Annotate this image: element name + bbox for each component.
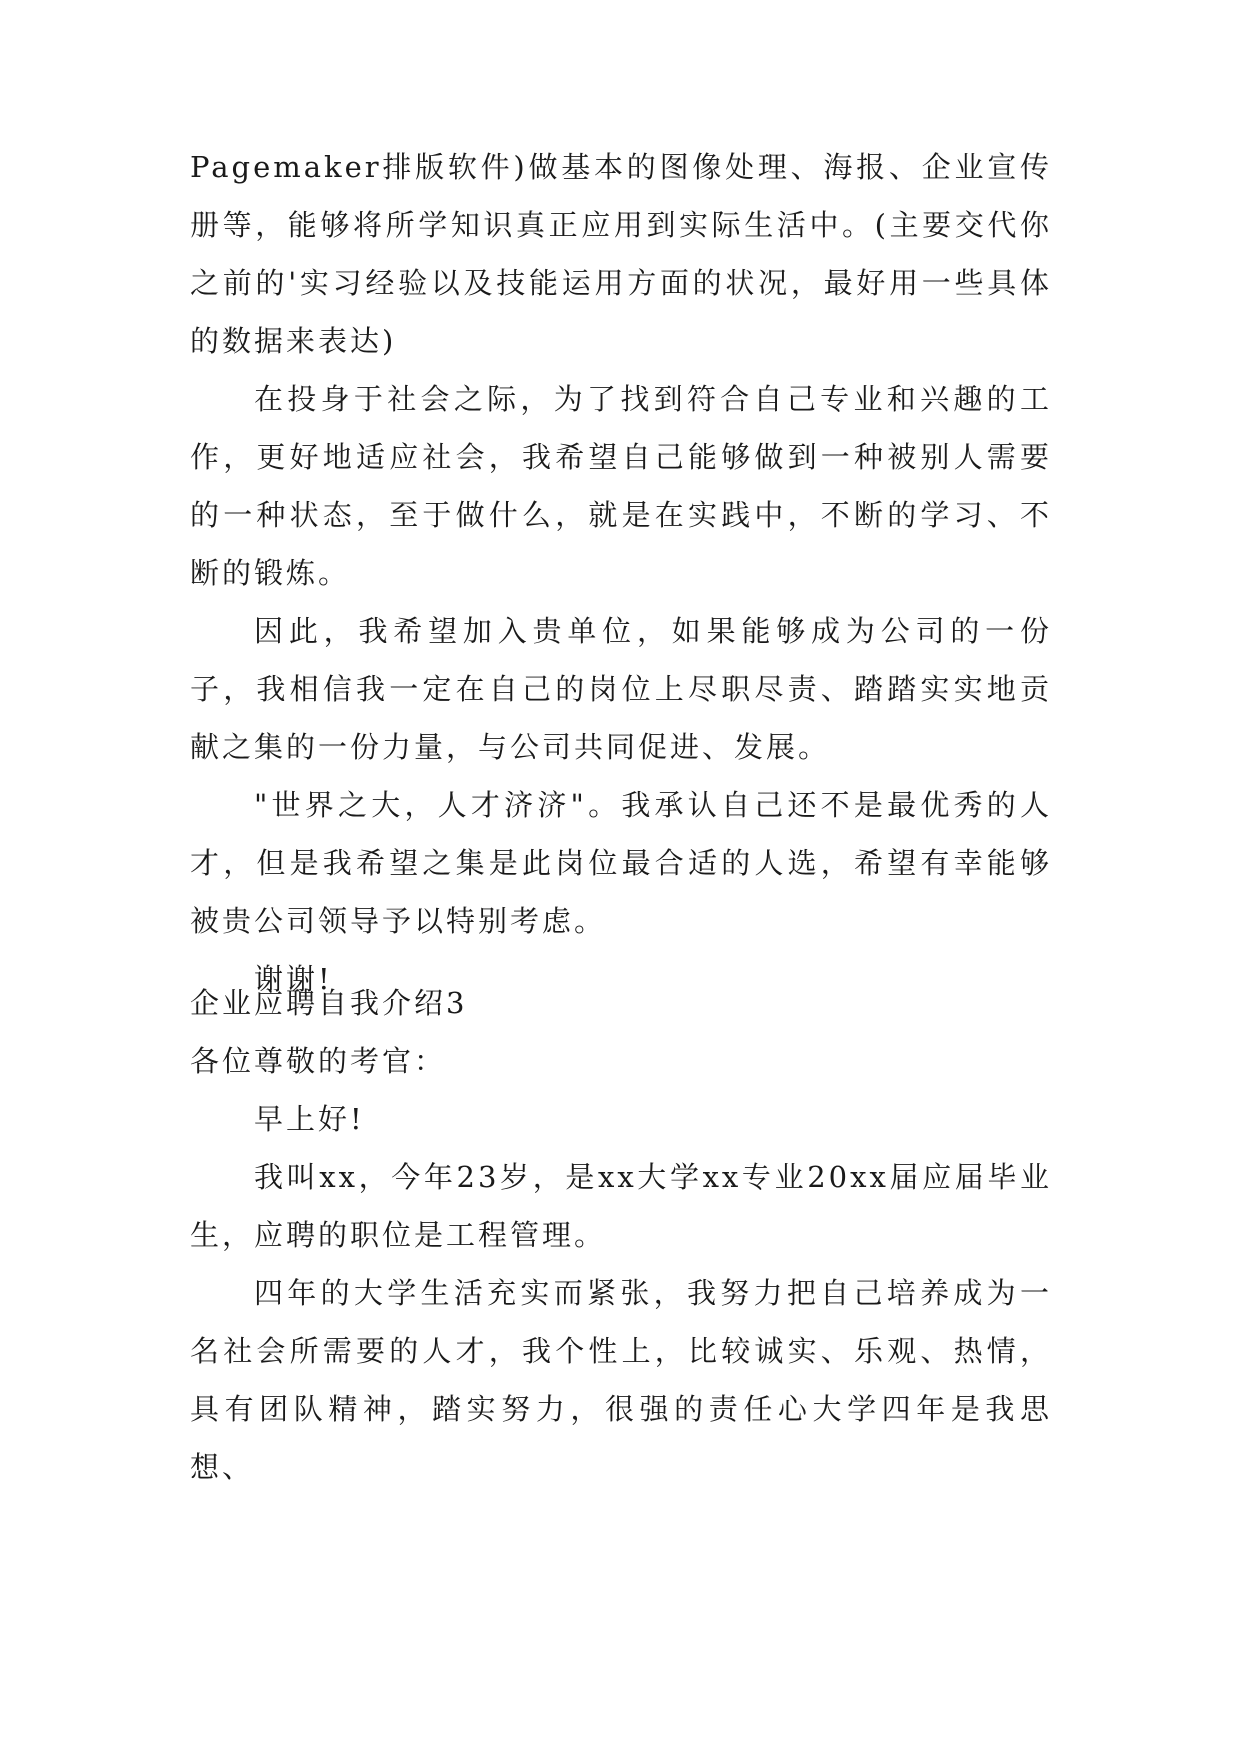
paragraph-greeting: 早上好! — [254, 1102, 365, 1136]
paragraph-career-goal: 在投身于社会之际，为了找到符合自己专业和兴趣的工作，更好地适应社会，我希望自己能够做到一种被别人需要的一种状态，至于做什么，就是在实践中，不断的学习、不断的锻炼。 — [190, 382, 1052, 590]
section-a-body — [190, 138, 1052, 1008]
paragraph-university-life: 四年的大学生活充实而紧张，我努力把自己培养成为一名社会所需要的人才，我个性上，比较诚实、乐观、热情，具有团队精神，踏实努力，很强的责任心大学四年是我思想、 — [190, 1276, 1052, 1484]
paragraph-self-intro: 我叫xx，今年23岁，是xx大学xx专业20xx届应届毕业生，应聘的职位是工程管理。 — [190, 1160, 1052, 1252]
paragraph-talent-quote: "世界之大，人才济济"。我承认自己还不是最优秀的人才，但是我希望之集是此岗位最合适的人选，希望有幸能够被贵公司领导予以特别考虑。 — [190, 788, 1052, 938]
paragraph-continued: Pagemaker排版软件)做基本的图像处理、海报、企业宣传册等，能够将所学知识真正应用到实际生活中。(主要交代你之前的'实习经验以及技能运用方面的状况，最好用一些具体的数据来表达) — [190, 150, 1052, 358]
paragraph-join-company: 因此，我希望加入贵单位，如果能够成为公司的一份子，我相信我一定在自己的岗位上尽职尽责、踏踏实实地贡献之集的一份力量，与公司共同促进、发展。 — [190, 614, 1052, 764]
paragraph-thanks: 谢谢! — [254, 962, 333, 996]
section-title: 企业应聘自我介绍3 — [190, 986, 468, 1020]
section-b-body — [190, 1090, 1052, 1496]
salutation: 各位尊敬的考官： — [190, 1044, 447, 1078]
